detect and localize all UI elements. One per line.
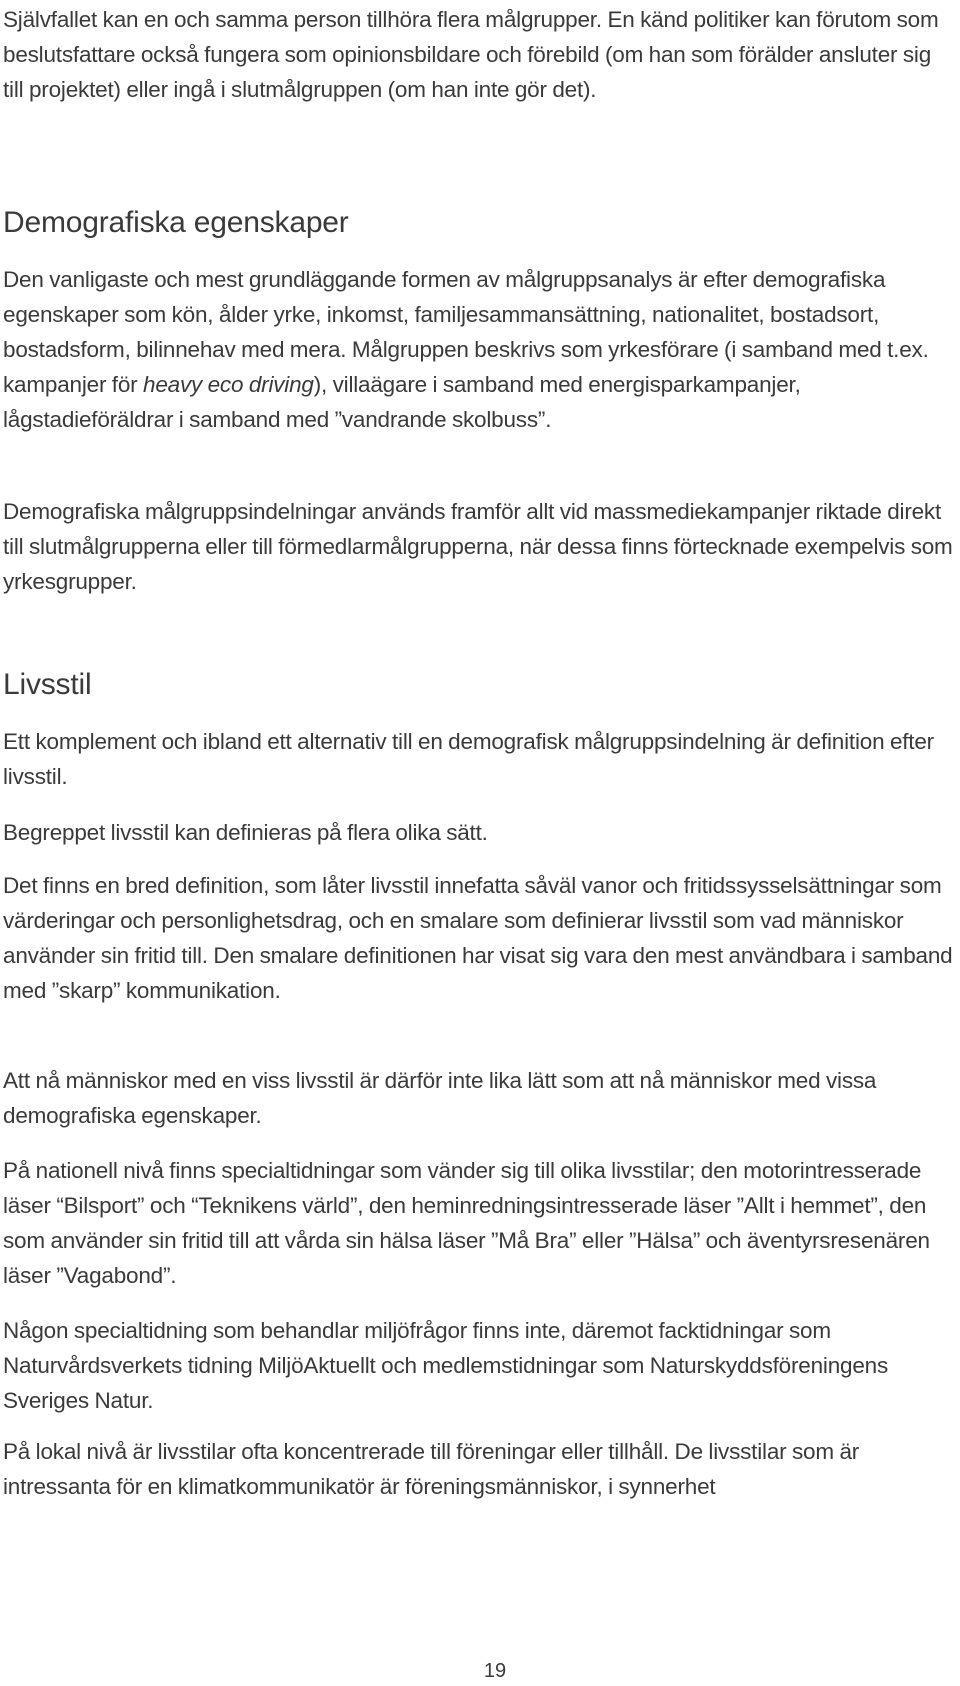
- intro-paragraph: Självfallet kan en och samma person tillhöra flera målgrupper. En känd politiker kan förutom som beslutsfattare också fungera som opinionsbildare och förebild (om han som förälder ansluter sig till projektet) eller ingå i slutmålgruppen (om han inte gör det).: [3, 7, 939, 102]
- heading-demografiska-egenskaper: Demografiska egenskaper: [3, 206, 349, 239]
- demografiska-p1-italic: heavy eco driving: [143, 372, 314, 397]
- heading-livsstil: Livsstil: [3, 668, 92, 701]
- livsstil-paragraph-3: Det finns en bred definition, som låter livsstil innefatta såväl vanor och fritidssysselsättningar som värderingar och personlighetsdrag, och en smalare som definierar livsstil som vad människor använder sin fritid till. Den smalare definitionen har visat sig vara den mest användbara i samband med ”skarp” kommunikation.: [3, 873, 953, 1003]
- livsstil-paragraph-4: Att nå människor med en viss livsstil är därför inte lika lätt som att nå människor med vissa demografiska egenskaper.: [3, 1068, 877, 1128]
- livsstil-paragraph-2: Begreppet livsstil kan definieras på flera olika sätt.: [3, 820, 488, 845]
- demografiska-paragraph-2: Demografiska målgruppsindelningar används framför allt vid massmediekampanjer riktade direkt till slutmålgrupperna eller till förmedlarmålgrupperna, när dessa finns förtecknade exempelvis som yrkesgrupper.: [3, 499, 953, 594]
- livsstil-paragraph-1: Ett komplement och ibland ett alternativ till en demografisk målgruppsindelning är definition efter livsstil.: [3, 729, 934, 789]
- livsstil-paragraph-6: Någon specialtidning som behandlar miljöfrågor finns inte, däremot facktidningar som Naturvårdsverkets tidning MiljöAktuellt och medlemstidningar som Naturskyddsföreningens Sveriges Natur.: [3, 1318, 889, 1413]
- demografiska-paragraph-1: [3, 262, 955, 437]
- demografiska-p1-text-b: ), villaägare i samband med energisparkampanjer, lågstadieföräldrar i samband med ”vandrande skolbuss”.: [3, 372, 801, 432]
- page-number: 19: [483, 1660, 507, 1682]
- livsstil-paragraph-7: På lokal nivå är livsstilar ofta koncentrerade till föreningar eller tillhåll. De livsstilar som är intressanta för en klimatkommunikatör är föreningsmänniskor, i synnerhet: [3, 1439, 860, 1499]
- demografiska-p1-text-a: Den vanligaste och mest grundläggande formen av målgruppsanalys är efter demografiska egenskaper som kön, ålder yrke, inkomst, familjesammansättning, nationalitet, bostadsort, bostadsform, bilinnehav med mera. Målgruppen beskrivs som yrkesförare (i samband med t.ex. kampanjer för: [3, 267, 929, 397]
- livsstil-paragraph-5: På nationell nivå finns specialtidningar som vänder sig till olika livsstilar; den motorintresserade läser “Bilsport” och “Teknikens värld”, den heminredningsintresserade läser ”Allt i hemmet”, den som använder sin fritid till att vårda sin hälsa läser ”Må Bra” eller ”Hälsa” och äventyrsresenären läser ”Vagabond”.: [3, 1158, 930, 1288]
